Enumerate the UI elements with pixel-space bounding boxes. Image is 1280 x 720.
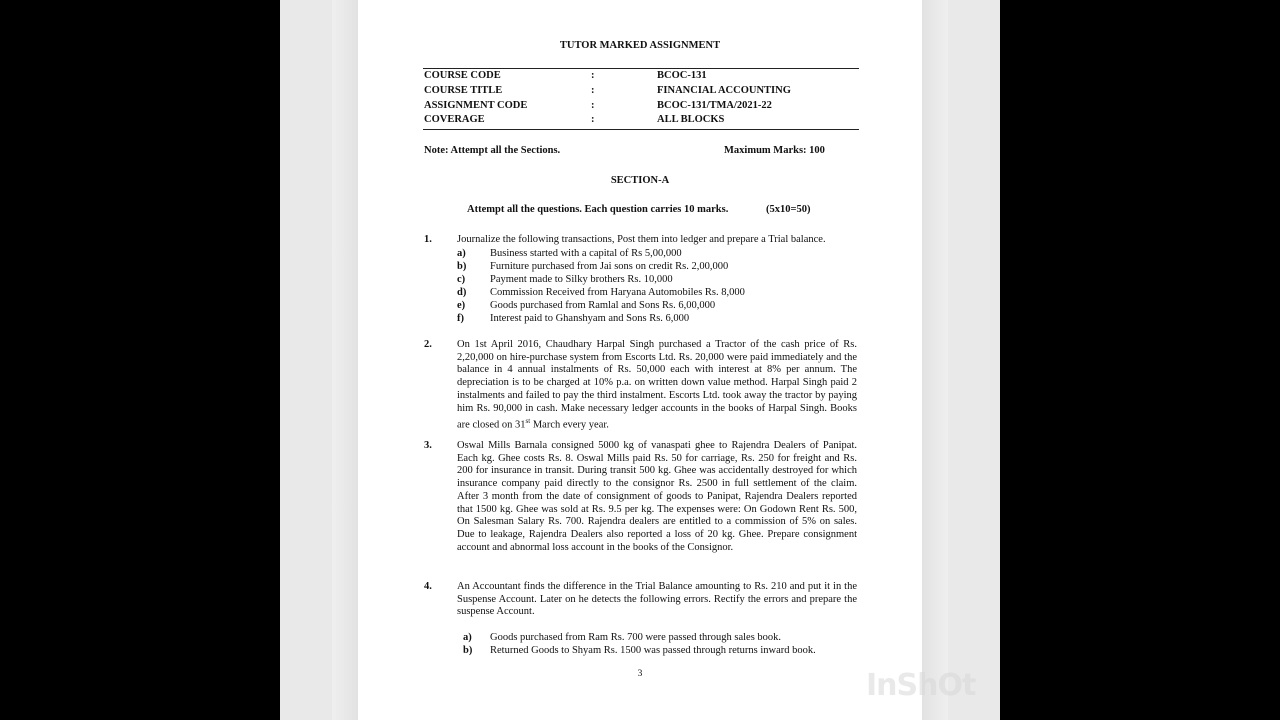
sub-item-letter: c) <box>457 274 466 285</box>
colon: : <box>591 100 595 111</box>
course-title-value: FINANCIAL ACCOUNTING <box>657 85 791 96</box>
course-title-row <box>423 85 859 99</box>
section-instruction: Attempt all the questions. Each question carries 10 marks. <box>467 204 729 215</box>
section-title: SECTION-A <box>610 175 670 186</box>
question-number: 3. <box>424 440 432 451</box>
sub-item-text: Goods purchased from Ram Rs. 700 were passed through sales book. <box>490 632 782 643</box>
question-number: 1. <box>424 234 432 245</box>
question-text <box>457 339 857 432</box>
sub-item-letter: b) <box>463 645 473 656</box>
sub-item-letter: b) <box>457 261 467 272</box>
course-code-label: COURSE CODE <box>424 70 501 81</box>
sub-item-text: Goods purchased from Ramlal and Sons Rs. 6,00,000 <box>490 300 716 311</box>
colon: : <box>591 114 595 125</box>
assignment-code-label: ASSIGNMENT CODE <box>424 100 528 111</box>
document-page[interactable] <box>358 0 922 720</box>
sub-item-text: Furniture purchased from Jai sons on credit Rs. 2,00,000 <box>490 261 729 272</box>
sub-item-text: Business started with a capital of Rs 5,00,000 <box>490 248 682 259</box>
coverage-label: COVERAGE <box>424 114 485 125</box>
course-code-value: BCOC-131 <box>657 70 707 81</box>
section-marks: (5x10=50) <box>766 204 811 215</box>
question-text: Oswal Mills Barnala consigned 5000 kg of vanaspati ghee to Rajendra Dealers of Panipat. Each kg. Ghee costs Rs. 8. Oswal Mills paid Rs. 50 for carriage, Rs. 250 for freight and Rs. 200 for insurance in transit. During transit 500 kg. Ghee was accidentally destroyed for which insurance company paid directly to the consignor Rs. 2500 in full settlement of the claim. After 3 month from the date of consignment of goods to Panipat, Rajendra Dealers reported that 1500 kg. Ghee was sold at Rs. 9.5 per kg. The expenses were: On Godown Rent Rs. 500, On Salesman Salary Rs. 700. Rajendra dealers are entitled to a commission of 5% on sales. Due to leakage, Rajendra Dealers also reported a loss of 20 kg. Ghee. Prepare consignment account and abnormal loss account in the books of the Consignor. <box>457 440 857 553</box>
question-number: 2. <box>424 339 432 350</box>
inshot-watermark: InShOt <box>866 668 976 703</box>
sub-item-letter: a) <box>463 632 472 643</box>
question-text: An Accountant finds the difference in the Trial Balance amounting to Rs. 210 and put it in the Suspense Account. Later on he detects the following errors. Rectify the errors and prepare the suspense Account. <box>457 581 857 618</box>
note-text: Note: Attempt all the Sections. <box>424 145 561 156</box>
page-number: 3 <box>637 669 643 679</box>
sub-item-letter: d) <box>457 287 467 298</box>
question-text: Journalize the following transactions, Post them into ledger and prepare a Trial balance. <box>457 234 826 245</box>
coverage-row <box>423 114 859 128</box>
question-number: 4. <box>424 581 432 592</box>
sub-item-text: Interest paid to Ghanshyam and Sons Rs. 6,000 <box>490 313 690 324</box>
sub-item-text: Commission Received from Haryana Automobiles Rs. 8,000 <box>490 287 745 298</box>
max-marks: Maximum Marks: 100 <box>724 145 825 156</box>
course-title-label: COURSE TITLE <box>424 85 503 96</box>
sub-item-letter: e) <box>457 300 466 311</box>
ordinal-suffix: st <box>525 417 531 426</box>
question-text-part: On 1st April 2016, Chaudhary Harpal Singh purchased a Tractor of the cash price of Rs. 2,20,000 on hire-purchase system from Escorts Ltd. Rs. 20,000 were paid immediately and the balance in 4 annual instalments of Rs. 50,000 each with interest at 8% per annum. The depreciation is to be charged at 10% p.a. on written down value method. Harpal Singh paid 2 instalments and failed to pay the third instalment. Escorts Ltd. took away the tractor by paying him Rs. 90,000 in cash. Make necessary ledger accounts in the books of Harpal Singh. Books are closed on 31 <box>457 339 857 431</box>
page-shadow-left <box>332 0 358 720</box>
sub-item-letter: a) <box>457 248 466 259</box>
question-text-part: March every year. <box>530 419 609 431</box>
coverage-value: ALL BLOCKS <box>657 114 725 125</box>
course-code-row <box>423 70 859 84</box>
document-title: TUTOR MARKED ASSIGNMENT <box>559 40 721 51</box>
assignment-code-row <box>423 100 859 114</box>
sub-item-text: Returned Goods to Shyam Rs. 1500 was passed through returns inward book. <box>490 645 816 656</box>
page-shadow-right <box>922 0 948 720</box>
assignment-code-value: BCOC-131/TMA/2021-22 <box>657 100 772 111</box>
sub-item-text: Payment made to Silky brothers Rs. 10,000 <box>490 274 673 285</box>
colon: : <box>591 70 595 81</box>
sub-item-letter: f) <box>457 313 464 324</box>
table-top-rule <box>423 68 859 69</box>
colon: : <box>591 85 595 96</box>
table-bottom-rule <box>423 129 859 130</box>
